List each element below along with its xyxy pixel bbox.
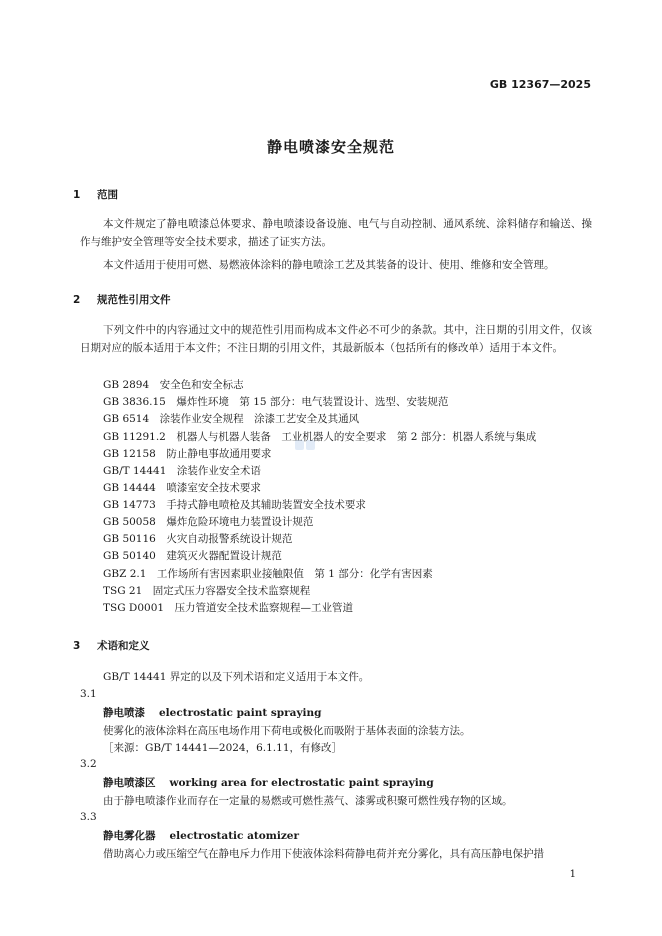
section-1-heading xyxy=(73,187,118,202)
reference-item: GB 14773 手持式静电喷枪及其辅助装置安全技术要求 xyxy=(103,499,366,511)
reference-item: GB 50140 建筑灭火器配置设计规范 xyxy=(103,550,282,562)
term-heading xyxy=(103,705,322,720)
term-zh: 静电喷漆区 xyxy=(103,777,156,789)
document-title: 静电喷漆安全规范 xyxy=(266,138,395,156)
term-heading xyxy=(103,828,299,843)
section-number: 1 xyxy=(73,189,81,201)
section-2-heading xyxy=(73,292,171,307)
section-3-intro: GB/T 14441 界定的以及下列术语和定义适用于本文件。 xyxy=(103,671,370,683)
reference-item: GBZ 2.1 工作场所有害因素职业接触限值 第 1 部分：化学有害因素 xyxy=(103,568,433,580)
reference-item: TSG D0001 压力管道安全技术监察规程—工业管道 xyxy=(103,602,354,614)
reference-item: GB 50058 爆炸危险环境电力装置设计规范 xyxy=(103,516,314,528)
reference-item: GB 14444 喷漆室安全技术要求 xyxy=(103,482,261,494)
section-title: 术语和定义 xyxy=(97,640,150,652)
term-en: electrostatic atomizer xyxy=(169,830,300,842)
section-3-heading xyxy=(73,638,150,653)
standard-number: GB 12367—2025 xyxy=(489,78,591,91)
section-number: 3 xyxy=(73,640,81,652)
term-number: 3.1 xyxy=(80,688,97,700)
reference-item: TSG 21 固定式压力容器安全技术监察规程 xyxy=(103,585,311,597)
term-en: electrostatic paint spraying xyxy=(159,707,322,719)
section-title: 规范性引用文件 xyxy=(97,294,171,306)
term-zh: 静电雾化器 xyxy=(103,830,156,842)
term-number: 3.3 xyxy=(80,811,97,823)
term-zh: 静电喷漆 xyxy=(103,707,145,719)
section-title: 范围 xyxy=(97,189,118,201)
page-number: 1 xyxy=(569,869,576,880)
term-source: ［来源：GB/T 14441—2024，6.1.11，有修改］ xyxy=(103,742,343,754)
term-heading xyxy=(103,775,434,790)
reference-item: GB 3836.15 爆炸性环境 第 15 部分：电气装置设计、选型、安装规范 xyxy=(103,396,449,408)
section-number: 2 xyxy=(73,294,81,306)
term-en: working area for electrostatic paint spraying xyxy=(169,777,434,789)
reference-item: GB 11291.2 机器人与机器人装备 工业机器人的安全要求 第 2 部分：机器人系统与集成 xyxy=(103,431,537,443)
reference-item: GB 12158 防止静电事故通用要求 xyxy=(103,448,272,460)
section-2-intro: 下列文件中的内容通过文中的规范性引用而构成本文件必不可少的条款。其中，注日期的引用文件，仅该日期对应的版本适用于本文件；不注日期的引用文件，其最新版本（包括所有的修改单）适用于本文件。 xyxy=(80,324,592,354)
watermark-mark xyxy=(294,438,316,452)
term-definition: 由于静电喷漆作业而存在一定量的易燃或可燃性蒸气、漆雾或积聚可燃性残存物的区域。 xyxy=(103,795,513,807)
reference-item: GB/T 14441 涂装作业安全术语 xyxy=(103,465,261,477)
section-1-paragraph-2: 本文件适用于使用可燃、易燃液体涂料的静电喷涂工艺及其装备的设计、使用、维修和安全管理。 xyxy=(103,259,555,271)
section-1-paragraph-1: 本文件规定了静电喷漆总体要求、静电喷漆设备设施、电气与自动控制、通风系统、涂料储存和输送、操作与维护安全管理等安全技术要求，描述了证实方法。 xyxy=(80,218,592,248)
reference-item: GB 6514 涂装作业安全规程 涂漆工艺安全及其通风 xyxy=(103,413,360,425)
term-number: 3.2 xyxy=(80,758,97,770)
reference-item: GB 2894 安全色和安全标志 xyxy=(103,379,244,391)
term-definition: 借助离心力或压缩空气在静电斥力作用下使液体涂料荷静电荷并充分雾化，具有高压静电保护措 xyxy=(103,848,544,860)
term-definition: 使雾化的液体涂料在高压电场作用下荷电或极化而吸附于基体表面的涂装方法。 xyxy=(103,725,471,737)
reference-item: GB 50116 火灾自动报警系统设计规范 xyxy=(103,533,293,545)
